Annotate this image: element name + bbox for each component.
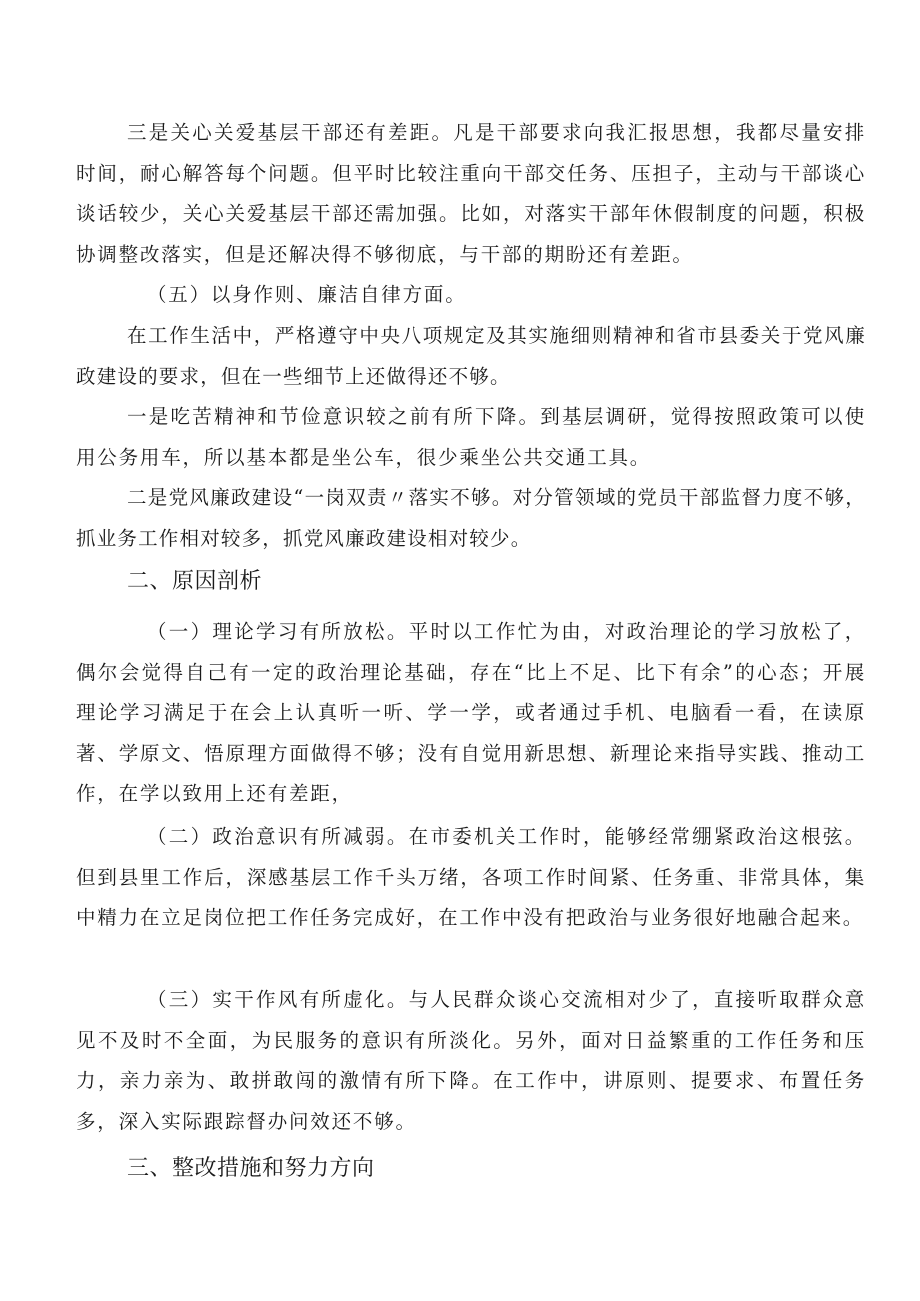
paragraph-frugality: 一是吃苦精神和节俭意识较之前有所下降。到基层调研，觉得按照政策可以使用公务用车，所以基本都是坐公车，很少乘坐公共交通工具。 (76, 405, 866, 469)
paragraph-integrity-overview: 在工作生活中，严格遵守中央八项规定及其实施细则精神和省市县委关于党风廉政建设的要求，但在一些细节上还做得还不够。 (76, 324, 866, 388)
paragraph-political-awareness: （二）政治意识有所减弱。在市委机关工作时，能够经常绷紧政治这根弦。但到县里工作后，深感基层工作千头万绪，各项工作时间紧、任务重、非常具体，集中精力在立足岗位把工作任务完成好，在工作中没有把政治与业务很好地融合起来。 (76, 825, 866, 929)
heading-rectification-measures: 三、整改措施和努力方向 (127, 1156, 375, 1181)
paragraph-one-post-two-duties: 二是党风廉政建设“一岗双责〃落实不够。对分管领域的党员干部监督力度不够，抓业务工作相对较多，抓党风廉政建设相对较少。 (76, 486, 866, 550)
paragraph-caring-for-cadres: 三是关心关爱基层干部还有差距。凡是干部要求向我汇报思想，我都尽量安排时间，耐心解答每个问题。但平时比较注重向干部交任务、压担子，主动与干部谈心谈话较少，关心关爱基层干部还需加强。比如，对落实干部年休假制度的问题，积极协调整改落实，但是还解决得不够彻底，与干部的期盼还有差距。 (76, 121, 866, 266)
section-heading-integrity: （五）以身作则、廉洁自律方面。 (147, 283, 467, 306)
paragraph-work-style: （三）实干作风有所虚化。与人民群众谈心交流相对少了，直接听取群众意见不及时不全面，为民服务的意识有所淡化。另外，面对日益繁重的工作任务和压力，亲力亲为、敢拼敢闯的激情有所下降。在工作中，讲原则、提要求、布置任务多，深入实际跟踪督办问效还不够。 (76, 988, 866, 1133)
heading-cause-analysis: 二、原因剖析 (127, 569, 263, 594)
paragraph-theory-study: （一）理论学习有所放松。平时以工作忙为由，对政治理论的学习放松了，偶尔会觉得自己有一定的政治理论基础，存在“比上不足、比下有余”的心态；开展理论学习满足于在会上认真听一听、学一学，或者通过手机、电脑看一看，在读原著、学原文、悟原理方面做得不够；没有自觉用新思想、新理论来指导实践、推动工作，在学以致用上还有差距， (76, 620, 866, 805)
